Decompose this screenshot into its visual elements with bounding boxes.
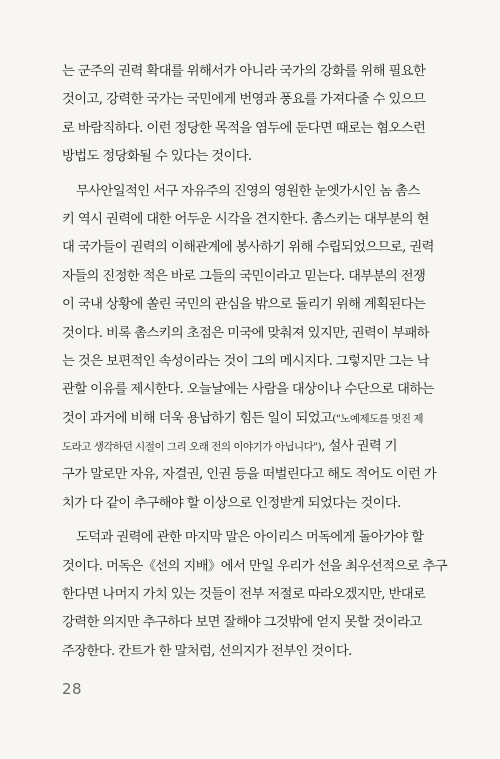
text-line: 관할 이유를 제시한다. 오늘날에는 사람을 대상이나 수단으로 대하는: [62, 382, 434, 398]
text-line: 는 것은 보편적인 속성이라는 것이 그의 메시지다. 그렇지만 그는 낙: [62, 353, 429, 369]
text-line: 도덕과 권력에 관한 마지막 말은 아이리스 머독에게 돌아가야 할: [76, 530, 424, 546]
text-line-with-quote: [62, 433, 442, 461]
text-line: 것이다. 비록 촘스키의 초점은 미국에 맞춰져 있지만, 권력이 부패하: [62, 325, 429, 341]
text-line: 이 국내 상황에 쏠린 국민의 관심을 밖으로 돌리기 위해 계획된다는: [62, 297, 426, 313]
text-line: 한다면 나머지 가치 있는 것들이 전부 저절로 따라오겠지만, 반대로: [62, 587, 426, 603]
text-line: 구가 말로만 자유, 자결권, 인권 등을 떠벌린다고 해도 적어도 이런 가: [62, 467, 437, 483]
inline-quote: ("노예제도를 멋진 제: [332, 412, 424, 425]
text-line: 강력한 의지만 추구하다 보면 잘해야 그것밖에 얻지 못할 것이라고: [62, 615, 422, 631]
inline-quote: 도라고 생각하던 시절이 그리 오래 전의 이야기가 아닙니다"): [62, 441, 322, 454]
text-line: 것이고, 강력한 국가는 국민에게 번영과 풍요를 가져다줄 수 있으므: [62, 92, 426, 108]
text-run: 것이 과거에 비해 더욱 용납하기 힘든 일이 되었고: [62, 410, 333, 426]
paragraph-2: [62, 178, 442, 519]
text-line: 자들의 진정한 적은 바로 그들의 국민이라고 믿는다. 대부분의 전쟁: [62, 268, 426, 284]
text-line: 는 군주의 권력 확대를 위해서가 아니라 국가의 강화를 위해 필요한: [62, 64, 426, 79]
text-run: , 설사 권력 기: [321, 439, 397, 455]
page-number: 28: [62, 680, 83, 698]
page-body: [62, 58, 448, 666]
text-line-with-quote: [62, 405, 442, 433]
text-line: 대 국가들이 권력의 이해관계에 봉사하기 위해 수립되었으므로, 권력: [62, 240, 434, 256]
text-line: 치가 다 같이 추구해야 할 이상으로 인정받게 되었다는 것이다.: [62, 495, 401, 511]
paragraph-3: [62, 524, 448, 666]
text-line: 키 역시 권력에 대한 어두운 시각을 견지한다. 촘스키는 대부분의 현: [62, 211, 429, 227]
text-line: 것이다. 머독은《선의 지배》에서 만일 우리가 선을 최우선적으로 추구: [62, 558, 448, 574]
text-line: 방법도 정당화될 수 있다는 것이다.: [62, 149, 252, 165]
text-line: 로 바람직하다. 이런 정당한 목적을 염두에 둔다면 때로는 혐오스런: [62, 120, 426, 136]
text-line: 무사안일적인 서구 자유주의 진영의 영원한 눈엣가시인 놈 촘스: [76, 183, 420, 199]
text-line: 주장한다. 칸트가 한 말처럼, 선의지가 전부인 것이다.: [62, 643, 352, 659]
paragraph-1: [62, 58, 442, 172]
